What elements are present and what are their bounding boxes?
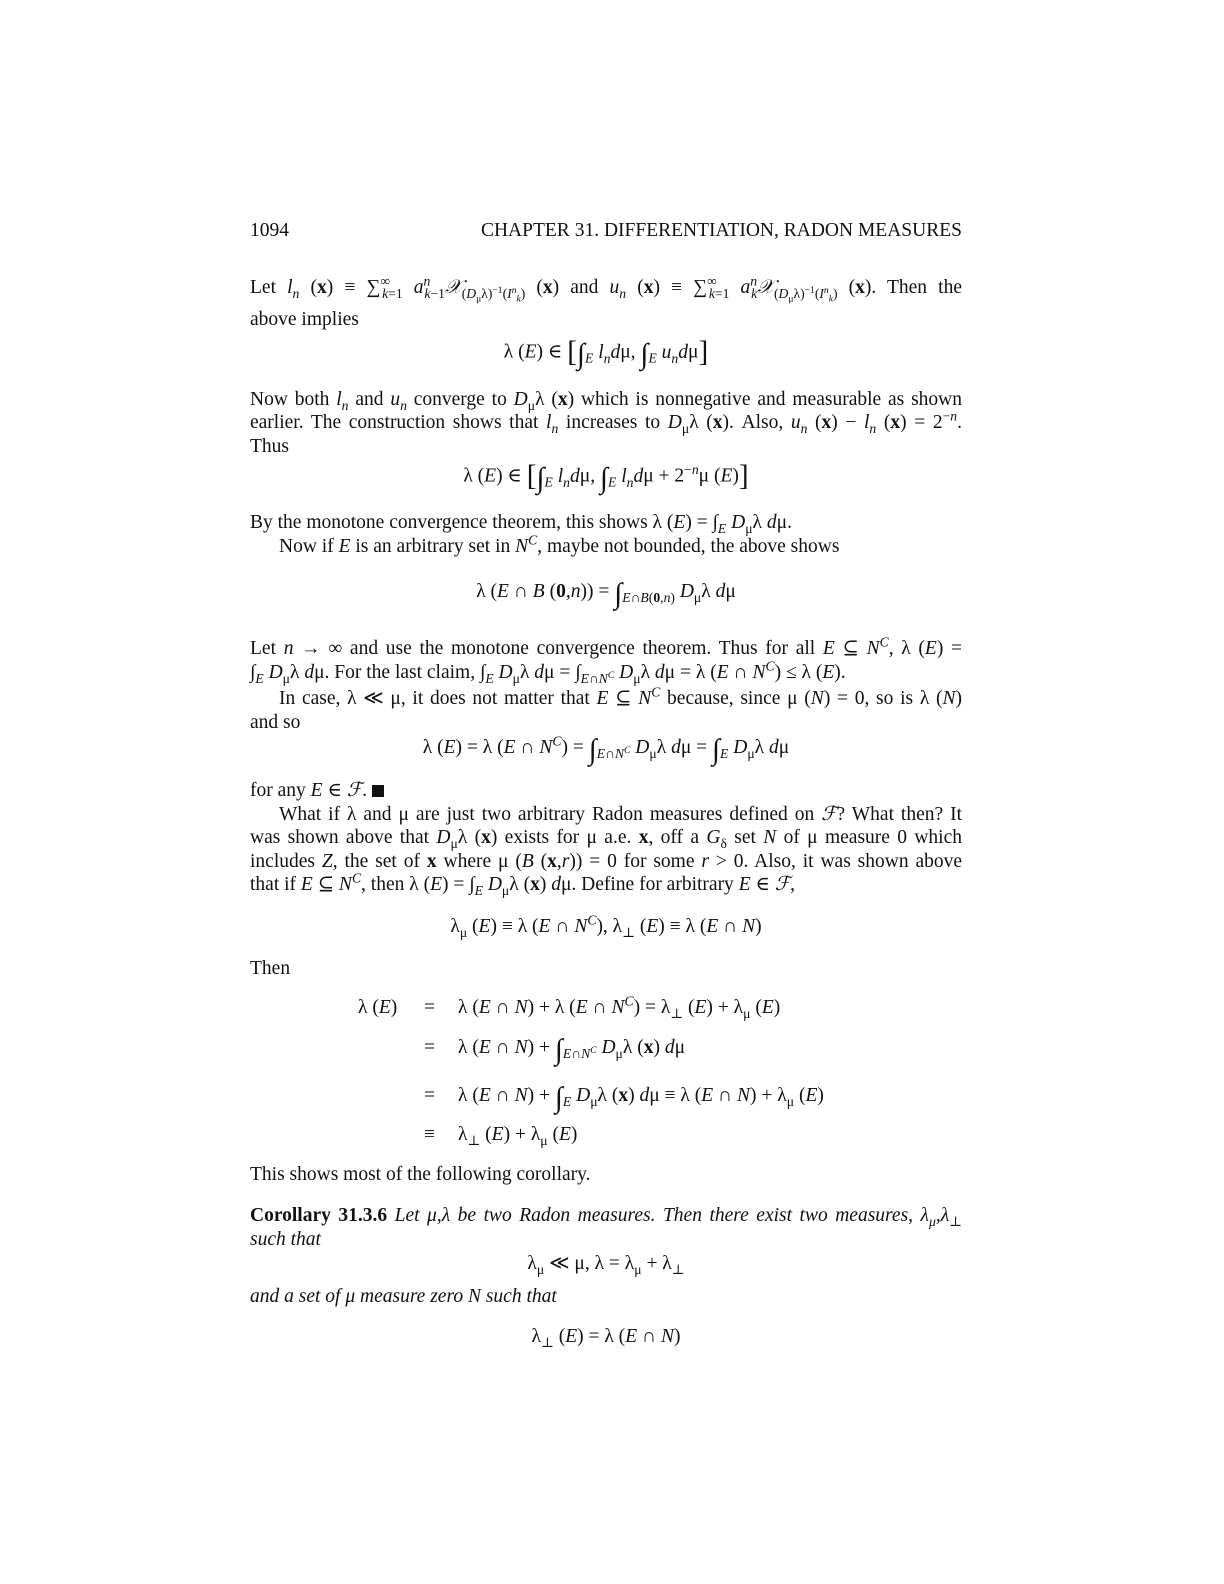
paragraph-line: that if E ⊆ $N^C$, then λ $(E) = \int_E$ $D_\mu\lambda$ (x) dμ. Define for arbitrary E ∈ ℱ, (250, 870, 796, 898)
corollary-label: Corollary 31.3.6 (250, 1205, 388, 1226)
paragraph-line: What if λ and μ are just two arbitrary Radon measures defined on ℱ? What then? It (279, 804, 962, 825)
display-equation: $\lambda_\mu$ (E) ≡ λ (E ∩ $N^C$), $\lambda_\perp$ (E) ≡ λ (E ∩ N) (450, 912, 762, 940)
paragraph-line: Let n → ∞ and use the monotone convergence theorem. Thus for all E ⊆ $N^C$, λ (E) = (250, 634, 963, 659)
paragraph-line: $\int_E$ $D_\mu\lambda$ dμ. For the last claim, $\int_E$ $D_\mu\lambda$ $d\mu = \int_{E\cap N^C}$ $D_\mu\lambda$ dμ = λ (E ∩ $N^C) \le \lambda$ (E). (250, 658, 846, 686)
display-equation: λ (E) ∈ [$\int_E$ $l_nd\mu$, $\int_E$ $l_nd\mu + 2^{-n}\mu$ (E)] (463, 460, 749, 495)
paragraph-line: Now if E is an arbitrary set in $N^C$, maybe not bounded, the above shows (279, 532, 840, 557)
paragraph-line: Thus (250, 436, 289, 457)
paragraph-line: was shown above that $D_\mu\lambda$ (x) exists for μ a.e. x, off a $G_\delta$ set N of μ measure 0 which (250, 827, 963, 851)
display-equation: $\lambda_\mu$ ≪ μ, $\lambda = \lambda_\mu + \lambda_\perp$ (527, 1253, 685, 1277)
corollary-statement: Corollary 31.3.6 Let μ,λ be two Radon measures. Then there exist two measures, $\lambda_\mu,\lambda_\perp$ (250, 1205, 962, 1229)
display-equation: $\lambda_\perp$ (E) = λ (E ∩ N) (531, 1326, 681, 1350)
qed-square-icon (372, 785, 384, 797)
paragraph-line: earlier. The construction shows that $l_n$ increases to $D_\mu\lambda$ (x). Also, $u_n$ $(x) - l_n$ $(x) = 2^{-n}$. (250, 408, 962, 436)
paragraph-line: and so (250, 712, 301, 733)
running-title: CHAPTER 31. DIFFERENTIATION, RADON MEASURES (480, 220, 962, 241)
paragraph-line: includes Z, the set of x where μ (B (x,r)) = 0 for some r > 0. Also, it was shown above (250, 851, 963, 872)
paragraph-line: such that (250, 1229, 321, 1250)
paragraph-line: By the monotone convergence theorem, this shows λ $(E) = \int_E$ $D_\mu\lambda$ dμ. (250, 512, 792, 536)
display-equation: λ (E ∩ B $(0,n)) = \int_{E\cap B(0,n)}$ $D_\mu\lambda$ dμ (476, 577, 736, 610)
paragraph-line: above implies (250, 309, 359, 330)
paragraph-line: Then (250, 958, 291, 979)
paragraph-line: In case, λ ≪ μ, it does not matter that E ⊆ $N^C$ because, since μ (N) = 0, so is λ (N) (279, 684, 962, 709)
display-equation: λ (E) ∈ [$\int_E$ $l_nd\mu$, $\int_E$ $u_nd\mu$] (503, 336, 709, 371)
paragraph-line: Now both $l_n$ and $u_n$ converge to $D_\mu\lambda$ (x) which is nonnegative and measurable as shown (250, 389, 962, 413)
paragraph-line: This shows most of the following corollary. (250, 1164, 591, 1185)
document-page: 1094 CHAPTER 31. DIFFERENTIATION, RADON MEASURES Let $l_n$ $(x) \equiv \sum^\infty_{k=1}$ $a^n_{k-1}𝒳_{(D_\mu\lambda)^{-1}(I^n_k)}$ (x) and $u_n$ $(x) \equiv \sum^\infty_{k=1}$ $a^n_k𝒳_{(D_\mu\lambda)^{-1}(I^n_k)}$ (x). Then the above implies λ (E) ∈ [$\int_E$ $l_nd\mu$, $\int_E$ $u_nd\mu$] Now both $l_n$ and $u_n$ converge to $D_\mu\lambda$ (x) which is nonnegative and measurable as shown earlier. The construction shows that $l_n$ increases to $D_\mu\lambda$ (x). Also, $u_n$ $(x) - l_n$ $(x) = 2^{-n}$. Thus λ (E) ∈ [$\int_E$ $l_nd\mu$, $\int_E$ $l_nd\mu + 2^{-n}\mu$ (E)] By the monotone convergence theorem, this shows λ $(E) = \int_E$ $D_\mu\lambda$ dμ. Now if E is an arbitrary set in $N^C$, maybe not bounded, the above shows λ (E ∩ B $(0,n)) = \int_{E\cap B(0,n)}$ $D_\mu\lambda$ dμ Let n → ∞ and use the monotone convergence theorem. Thus for all E ⊆ $N^C$, λ (E) = $\int_E$ $D_\mu\lambda$ dμ. For the last claim, $\int_E$ $D_\mu\lambda$ $d\mu = \int_{E\cap N^C}$ $D_\mu\lambda$ dμ = λ (E ∩ $N^C) \le \lambda$ (E). In case, λ ≪ μ, it does not matter that E ⊆ $N^C$ because, since μ (N) = 0, so is λ (N) and so λ (E) = λ (E ∩ $N^C) = \int_{E\cap N^C}$ $D_\mu\lambda$ $d\mu = \int_E$ $D_\mu\lambda$ dμ for any E ∈ ℱ. What if λ and μ are just two arbitrary Radon measures defined on ℱ? What then? It was shown above that $D_\mu\lambda$ (x) exists for μ a.e. x, off a $G_\delta$ set N of μ measure 0 which includes Z, the set of x where μ (B (x,r)) = 0 for some r > 0. Also, it was shown above that if E ⊆ $N^C$, then λ $(E) = \int_E$ $D_\mu\lambda$ (x) dμ. Define for arbitrary E ∈ ℱ, $\lambda_\mu$ (E) ≡ λ (E ∩ $N^C$), $\lambda_\perp$ (E) ≡ λ (E ∩ N) Then λ (E) = λ (E ∩ N) + λ (E ∩ $N^C) = \lambda_\perp$ $(E) + \lambda_\mu$ (E) = λ (E ∩ $N) + \int_{E\cap N^C}$ $D_\mu\lambda$ (x) dμ = λ (E ∩ $N) + \int_E$ $D_\mu\lambda$ (x) dμ ≡ λ (E ∩ $N) + \lambda_\mu$ (E) ≡ $\lambda_\perp$ $(E) + \lambda_\mu$ (E) This shows most of the following corollary. Corollary 31.3.6 Let μ,λ be two Radon measures. Then there exist two measures, $\lambda_\mu,\lambda_\perp$ such that $\lambda_\mu$ ≪ μ, $\lambda = \lambda_\mu + \lambda_\perp$ and a set of μ measure zero N such that $\lambda_\perp$ (E) = λ (E ∩ N) (250, 220, 963, 1350)
display-equation: λ (E) = λ (E ∩ $N^C) = \int_{E\cap N^C}$ $D_\mu\lambda$ $d\mu = \int_E$ $D_\mu\lambda$ dμ (422, 733, 790, 766)
paragraph-line: and a set of μ measure zero N such that (250, 1286, 557, 1307)
paragraph-line: Let $l_n$ $(x) \equiv \sum^\infty_{k=1}$ $a^n_{k-1}𝒳_{(D_\mu\lambda)^{-1}(I^n_k)}$ (x) and $u_n$ $(x) \equiv \sum^\infty_{k=1}$ $a^n_k𝒳_{(D_\mu\lambda)^{-1}(I^n_k)}$ (x). Then the (250, 273, 962, 305)
running-header (250, 219, 962, 243)
page-number: 1094 (250, 220, 289, 241)
paragraph-line: for any E ∈ ℱ. (250, 779, 962, 803)
